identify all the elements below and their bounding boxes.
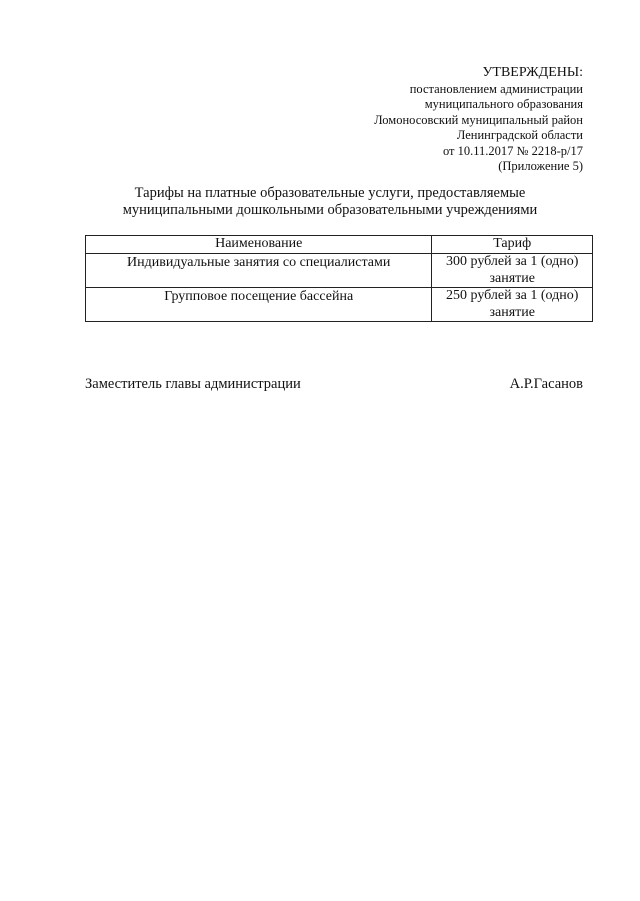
header-name: Наименование: [86, 236, 432, 254]
table-row: [86, 254, 593, 288]
approval-block: [374, 64, 583, 174]
approval-line: Ленинградской области: [456, 128, 583, 143]
service-tariff: 250 рублей за 1 (одно) занятие: [432, 288, 593, 322]
approval-heading: УТВЕРЖДЕНЫ:: [482, 65, 583, 80]
header-tariff: Тариф: [432, 236, 593, 254]
approval-line: от 10.11.2017 № 2218-р/17: [442, 143, 583, 158]
approval-line: (Приложение 5): [498, 159, 583, 174]
signatory-name: А.Р.Гасанов: [509, 376, 583, 392]
service-tariff: 300 рублей за 1 (одно) занятие: [432, 254, 593, 288]
title-line: Тарифы на платные образовательные услуги, предоставляемые: [134, 185, 526, 201]
tariffs-table: [85, 235, 593, 322]
approval-line: муниципального образования: [424, 97, 583, 112]
title-line: муниципальными дошкольными образовательными учреждениями: [122, 202, 538, 218]
table-header-row: [86, 236, 593, 254]
approval-line: постановлением администрации: [409, 82, 583, 96]
approval-line: Ломоносовский муниципальный район: [374, 112, 583, 127]
table-row: [86, 288, 593, 322]
signature-block: [85, 376, 583, 393]
signatory-role: Заместитель главы администрации: [85, 376, 301, 392]
service-name: Индивидуальные занятия со специалистами: [86, 254, 432, 288]
service-name: Групповое посещение бассейна: [86, 288, 432, 322]
document-title: [90, 185, 570, 219]
